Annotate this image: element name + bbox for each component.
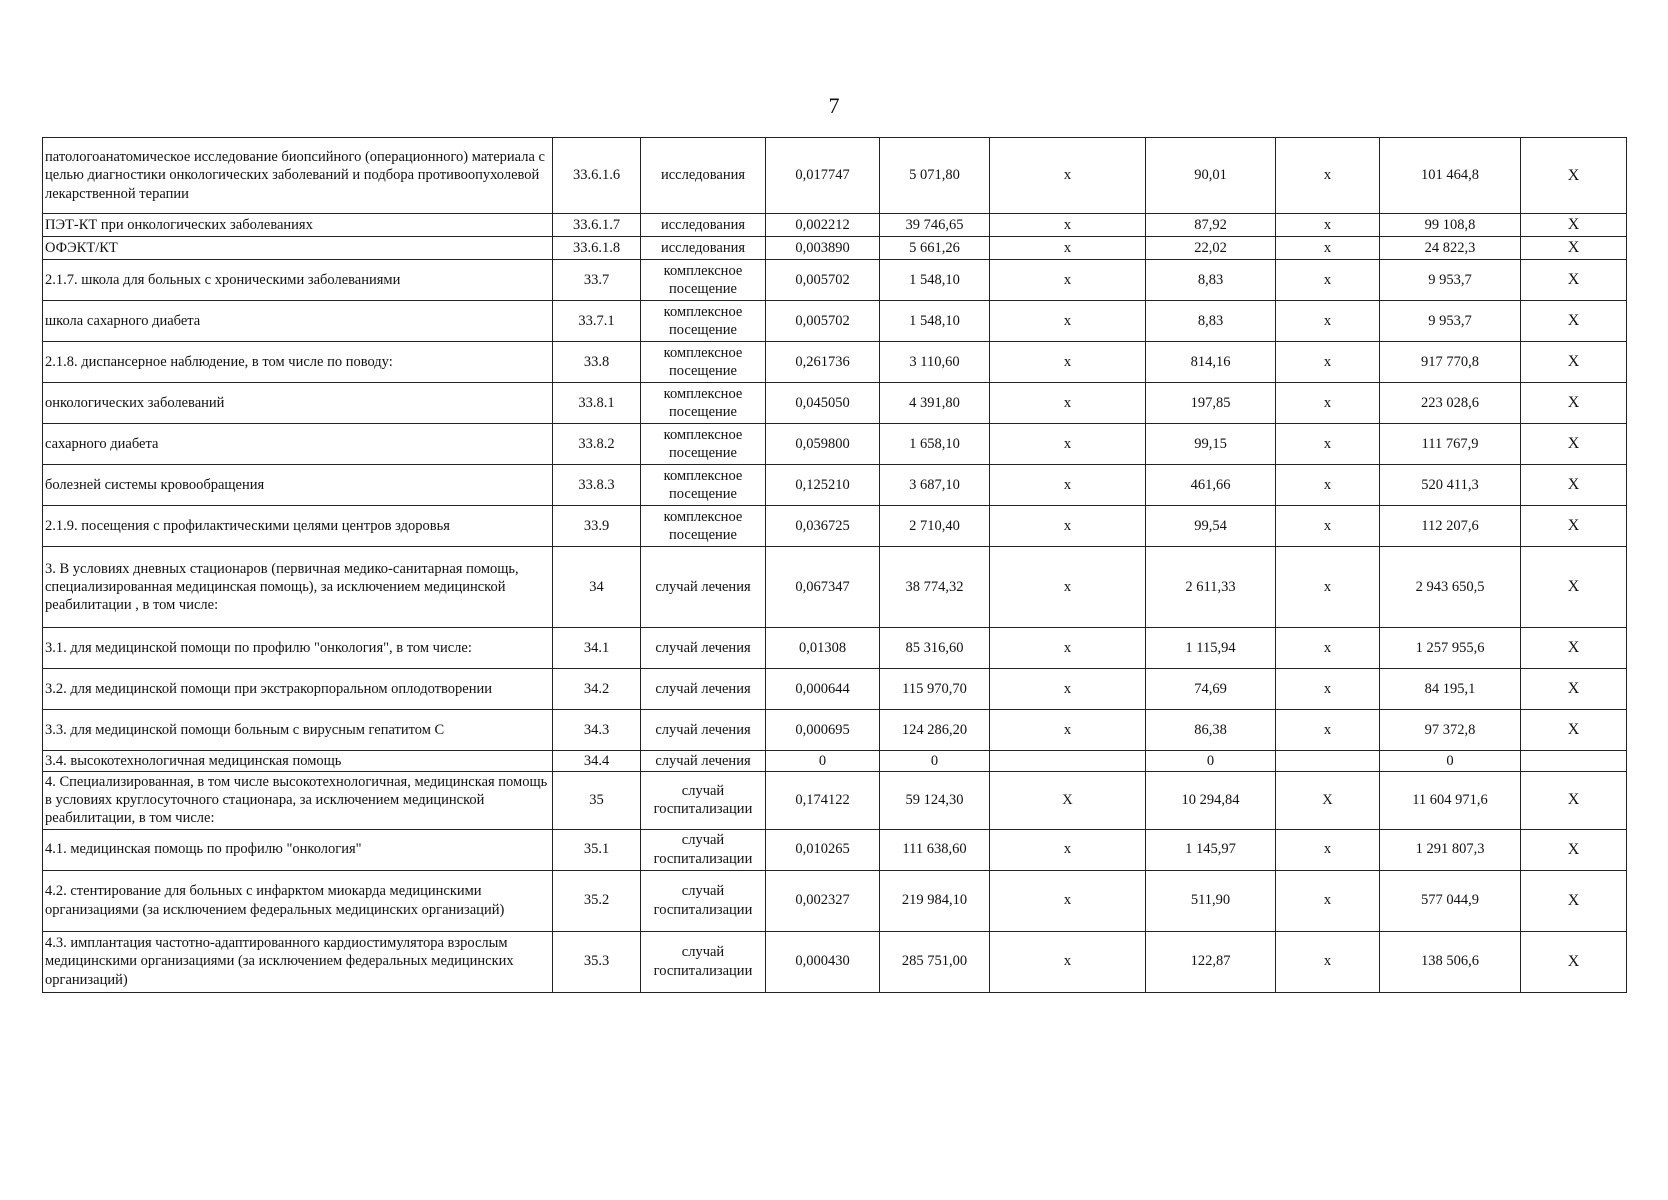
cell-code: 34 (553, 547, 641, 628)
cell-name: 3.1. для медицинской помощи по профилю "онкология", в том числе: (43, 628, 553, 669)
table-row (43, 214, 1627, 237)
cell-cost: 59 124,30 (880, 772, 990, 829)
cell-name: 3. В условиях дневных стационаров (первичная медико-санитарная помощь, специализированная медицинская помощь), за исключением медицинской реабилитации , в том числе: (43, 547, 553, 628)
cell-unit: случай госпитализации (641, 772, 766, 829)
cell-col8: х (1276, 710, 1380, 751)
table-body (43, 138, 1627, 993)
cell-col10: Х (1521, 931, 1627, 992)
cell-code: 35.1 (553, 829, 641, 870)
cell-unit: комплексное посещение (641, 260, 766, 301)
cell-col6: х (990, 465, 1146, 506)
cell-col6: х (990, 829, 1146, 870)
cell-cost: 39 746,65 (880, 214, 990, 237)
cell-col10 (1521, 751, 1627, 772)
cell-code: 34.3 (553, 710, 641, 751)
cell-name: 3.4. высокотехнологичная медицинская помощь (43, 751, 553, 772)
cell-col6: Х (990, 772, 1146, 829)
cell-name: 3.3. для медицинской помощи больным с вирусным гепатитом С (43, 710, 553, 751)
table-row (43, 710, 1627, 751)
cell-col9: 577 044,9 (1380, 870, 1521, 931)
cell-col8 (1276, 751, 1380, 772)
cell-unit: случай лечения (641, 669, 766, 710)
cell-col9: 9 953,7 (1380, 260, 1521, 301)
cell-cost: 5 661,26 (880, 237, 990, 260)
cell-col9: 138 506,6 (1380, 931, 1521, 992)
cell-name: 4.3. имплантация частотно-адаптированного кардиостимулятора взрослым медицинскими организациями (за исключением федеральных медицинских организаций) (43, 931, 553, 992)
cell-col10: Х (1521, 772, 1627, 829)
cell-col10: Х (1521, 669, 1627, 710)
cell-col6: х (990, 710, 1146, 751)
cell-cost: 1 658,10 (880, 424, 990, 465)
table-row (43, 547, 1627, 628)
cell-col7: 814,16 (1146, 342, 1276, 383)
cell-unit: комплексное посещение (641, 383, 766, 424)
cell-norm: 0,002327 (766, 870, 880, 931)
cell-code: 33.6.1.8 (553, 237, 641, 260)
cell-col8: х (1276, 506, 1380, 547)
cell-col7: 8,83 (1146, 301, 1276, 342)
cell-col7: 122,87 (1146, 931, 1276, 992)
table-row (43, 772, 1627, 829)
cell-col6: х (990, 237, 1146, 260)
table-row (43, 931, 1627, 992)
cell-col9: 97 372,8 (1380, 710, 1521, 751)
cell-norm: 0,010265 (766, 829, 880, 870)
cell-unit: комплексное посещение (641, 465, 766, 506)
cell-col9: 520 411,3 (1380, 465, 1521, 506)
cell-col7: 197,85 (1146, 383, 1276, 424)
cell-cost: 219 984,10 (880, 870, 990, 931)
cell-col9: 111 767,9 (1380, 424, 1521, 465)
cell-col7: 99,15 (1146, 424, 1276, 465)
cell-code: 33.8.1 (553, 383, 641, 424)
cell-col6: х (990, 342, 1146, 383)
cell-col6: х (990, 628, 1146, 669)
cell-col9: 112 207,6 (1380, 506, 1521, 547)
table-row (43, 383, 1627, 424)
cell-col6: х (990, 547, 1146, 628)
cell-norm: 0,045050 (766, 383, 880, 424)
cell-norm: 0,017747 (766, 138, 880, 214)
cell-col9: 1 257 955,6 (1380, 628, 1521, 669)
cell-name: школа сахарного диабета (43, 301, 553, 342)
table-row (43, 424, 1627, 465)
cell-col10: Х (1521, 301, 1627, 342)
cell-norm: 0,036725 (766, 506, 880, 547)
cell-code: 33.6.1.7 (553, 214, 641, 237)
cell-norm: 0,000695 (766, 710, 880, 751)
table-row (43, 237, 1627, 260)
cell-col9: 2 943 650,5 (1380, 547, 1521, 628)
cell-name: ОФЭКТ/КТ (43, 237, 553, 260)
cell-col8: х (1276, 628, 1380, 669)
cell-col10: Х (1521, 710, 1627, 751)
table-row (43, 829, 1627, 870)
cell-col9: 9 953,7 (1380, 301, 1521, 342)
cell-cost: 285 751,00 (880, 931, 990, 992)
cell-col7: 10 294,84 (1146, 772, 1276, 829)
cell-col6: х (990, 931, 1146, 992)
cell-col6: х (990, 506, 1146, 547)
cell-col7: 90,01 (1146, 138, 1276, 214)
cell-unit: комплексное посещение (641, 301, 766, 342)
cell-code: 33.8.2 (553, 424, 641, 465)
cell-col8: х (1276, 260, 1380, 301)
cell-col7: 74,69 (1146, 669, 1276, 710)
cell-cost: 111 638,60 (880, 829, 990, 870)
cell-col9: 11 604 971,6 (1380, 772, 1521, 829)
cell-cost: 5 071,80 (880, 138, 990, 214)
cell-cost: 0 (880, 751, 990, 772)
cell-code: 35.2 (553, 870, 641, 931)
cell-col7: 1 115,94 (1146, 628, 1276, 669)
cell-col6: х (990, 260, 1146, 301)
cell-col10: Х (1521, 870, 1627, 931)
cell-col7: 8,83 (1146, 260, 1276, 301)
cell-norm: 0,003890 (766, 237, 880, 260)
cell-col8: х (1276, 301, 1380, 342)
cell-col10: Х (1521, 628, 1627, 669)
cell-code: 33.9 (553, 506, 641, 547)
cell-name: онкологических заболеваний (43, 383, 553, 424)
cell-col7: 461,66 (1146, 465, 1276, 506)
cell-col8: х (1276, 547, 1380, 628)
cell-name: 4.1. медицинская помощь по профилю "онкология" (43, 829, 553, 870)
table-row (43, 465, 1627, 506)
cell-norm: 0,002212 (766, 214, 880, 237)
data-table (42, 137, 1627, 993)
cell-code: 33.7.1 (553, 301, 641, 342)
cell-col9: 24 822,3 (1380, 237, 1521, 260)
cell-name: сахарного диабета (43, 424, 553, 465)
cell-code: 34.4 (553, 751, 641, 772)
cell-name: болезней системы кровообращения (43, 465, 553, 506)
page-number: 7 (828, 93, 840, 118)
cell-name: 2.1.8. диспансерное наблюдение, в том числе по поводу: (43, 342, 553, 383)
cell-col10: Х (1521, 465, 1627, 506)
cell-code: 34.1 (553, 628, 641, 669)
cell-code: 34.2 (553, 669, 641, 710)
cell-code: 35 (553, 772, 641, 829)
cell-col9: 917 770,8 (1380, 342, 1521, 383)
table-row (43, 870, 1627, 931)
cell-col7: 0 (1146, 751, 1276, 772)
cell-norm: 0,01308 (766, 628, 880, 669)
cell-col6: х (990, 870, 1146, 931)
cell-cost: 4 391,80 (880, 383, 990, 424)
table-row (43, 751, 1627, 772)
cell-norm: 0,005702 (766, 260, 880, 301)
cell-code: 35.3 (553, 931, 641, 992)
cell-col7: 2 611,33 (1146, 547, 1276, 628)
cell-norm: 0,000644 (766, 669, 880, 710)
cell-unit: случай госпитализации (641, 829, 766, 870)
cell-unit: исследования (641, 237, 766, 260)
cell-col10: Х (1521, 138, 1627, 214)
table-row (43, 506, 1627, 547)
cell-col7: 1 145,97 (1146, 829, 1276, 870)
cell-code: 33.8 (553, 342, 641, 383)
cell-col10: Х (1521, 506, 1627, 547)
cell-norm: 0,005702 (766, 301, 880, 342)
table-row (43, 628, 1627, 669)
cell-col9: 84 195,1 (1380, 669, 1521, 710)
cell-col8: х (1276, 424, 1380, 465)
cell-col9: 1 291 807,3 (1380, 829, 1521, 870)
cell-col10: Х (1521, 424, 1627, 465)
cell-col9: 101 464,8 (1380, 138, 1521, 214)
table-row (43, 342, 1627, 383)
cell-unit: комплексное посещение (641, 424, 766, 465)
cell-col8: Х (1276, 772, 1380, 829)
cell-norm: 0,125210 (766, 465, 880, 506)
cell-unit: случай госпитализации (641, 931, 766, 992)
cell-col8: х (1276, 237, 1380, 260)
cell-col7: 511,90 (1146, 870, 1276, 931)
cell-name: 4. Специализированная, в том числе высокотехнологичная, медицинская помощь в условиях круглосуточного стационара, за исключением медицинской реабилитации, в том числе: (43, 772, 553, 829)
cell-col10: Х (1521, 214, 1627, 237)
table-row (43, 260, 1627, 301)
cell-col8: х (1276, 870, 1380, 931)
cell-col6: х (990, 301, 1146, 342)
cell-cost: 115 970,70 (880, 669, 990, 710)
cell-cost: 1 548,10 (880, 301, 990, 342)
cell-col9: 0 (1380, 751, 1521, 772)
cell-col8: х (1276, 829, 1380, 870)
cell-col7: 99,54 (1146, 506, 1276, 547)
cell-cost: 38 774,32 (880, 547, 990, 628)
cell-col10: Х (1521, 383, 1627, 424)
cell-col9: 223 028,6 (1380, 383, 1521, 424)
cell-col8: х (1276, 931, 1380, 992)
cell-norm: 0,067347 (766, 547, 880, 628)
cell-col6: х (990, 424, 1146, 465)
cell-col10: Х (1521, 237, 1627, 260)
cell-col7: 87,92 (1146, 214, 1276, 237)
cell-name: 2.1.9. посещения с профилактическими целями центров здоровья (43, 506, 553, 547)
cell-cost: 3 110,60 (880, 342, 990, 383)
cell-col8: х (1276, 669, 1380, 710)
cell-unit: исследования (641, 214, 766, 237)
cell-col7: 22,02 (1146, 237, 1276, 260)
cell-col6: х (990, 383, 1146, 424)
cell-col8: х (1276, 138, 1380, 214)
cell-unit: случай лечения (641, 751, 766, 772)
table-row (43, 669, 1627, 710)
cell-col8: х (1276, 342, 1380, 383)
cell-cost: 1 548,10 (880, 260, 990, 301)
cell-col6: х (990, 138, 1146, 214)
cell-col6: х (990, 214, 1146, 237)
cell-col10: Х (1521, 547, 1627, 628)
cell-col6: х (990, 669, 1146, 710)
cell-norm: 0 (766, 751, 880, 772)
cell-norm: 0,059800 (766, 424, 880, 465)
cell-unit: случай лечения (641, 628, 766, 669)
cell-col10: Х (1521, 260, 1627, 301)
cell-unit: случай госпитализации (641, 870, 766, 931)
table-row (43, 138, 1627, 214)
cell-col8: х (1276, 383, 1380, 424)
cell-unit: исследования (641, 138, 766, 214)
cell-col8: х (1276, 465, 1380, 506)
cell-name: ПЭТ-КТ при онкологических заболеваниях (43, 214, 553, 237)
cell-cost: 124 286,20 (880, 710, 990, 751)
cell-code: 33.7 (553, 260, 641, 301)
cell-unit: случай лечения (641, 710, 766, 751)
cell-col10: Х (1521, 342, 1627, 383)
cell-cost: 2 710,40 (880, 506, 990, 547)
cell-norm: 0,174122 (766, 772, 880, 829)
cell-col7: 86,38 (1146, 710, 1276, 751)
cell-cost: 3 687,10 (880, 465, 990, 506)
cell-col8: х (1276, 214, 1380, 237)
cell-col6 (990, 751, 1146, 772)
cell-norm: 0,000430 (766, 931, 880, 992)
cell-name: 2.1.7. школа для больных с хроническими заболеваниями (43, 260, 553, 301)
cell-cost: 85 316,60 (880, 628, 990, 669)
cell-name: 4.2. стентирование для больных с инфарктом миокарда медицинскими организациями (за исключением федеральных медицинских организаций) (43, 870, 553, 931)
cell-unit: комплексное посещение (641, 506, 766, 547)
cell-norm: 0,261736 (766, 342, 880, 383)
cell-unit: комплексное посещение (641, 342, 766, 383)
cell-col9: 99 108,8 (1380, 214, 1521, 237)
cell-unit: случай лечения (641, 547, 766, 628)
cell-code: 33.6.1.6 (553, 138, 641, 214)
cell-code: 33.8.3 (553, 465, 641, 506)
cell-col10: Х (1521, 829, 1627, 870)
table-row (43, 301, 1627, 342)
cell-name: патологоанатомическое исследование биопсийного (операционного) материала с целью диагностики онкологических заболеваний и подбора противоопухолевой лекарственной терапии (43, 138, 553, 214)
cell-name: 3.2. для медицинской помощи при экстракорпоральном оплодотворении (43, 669, 553, 710)
